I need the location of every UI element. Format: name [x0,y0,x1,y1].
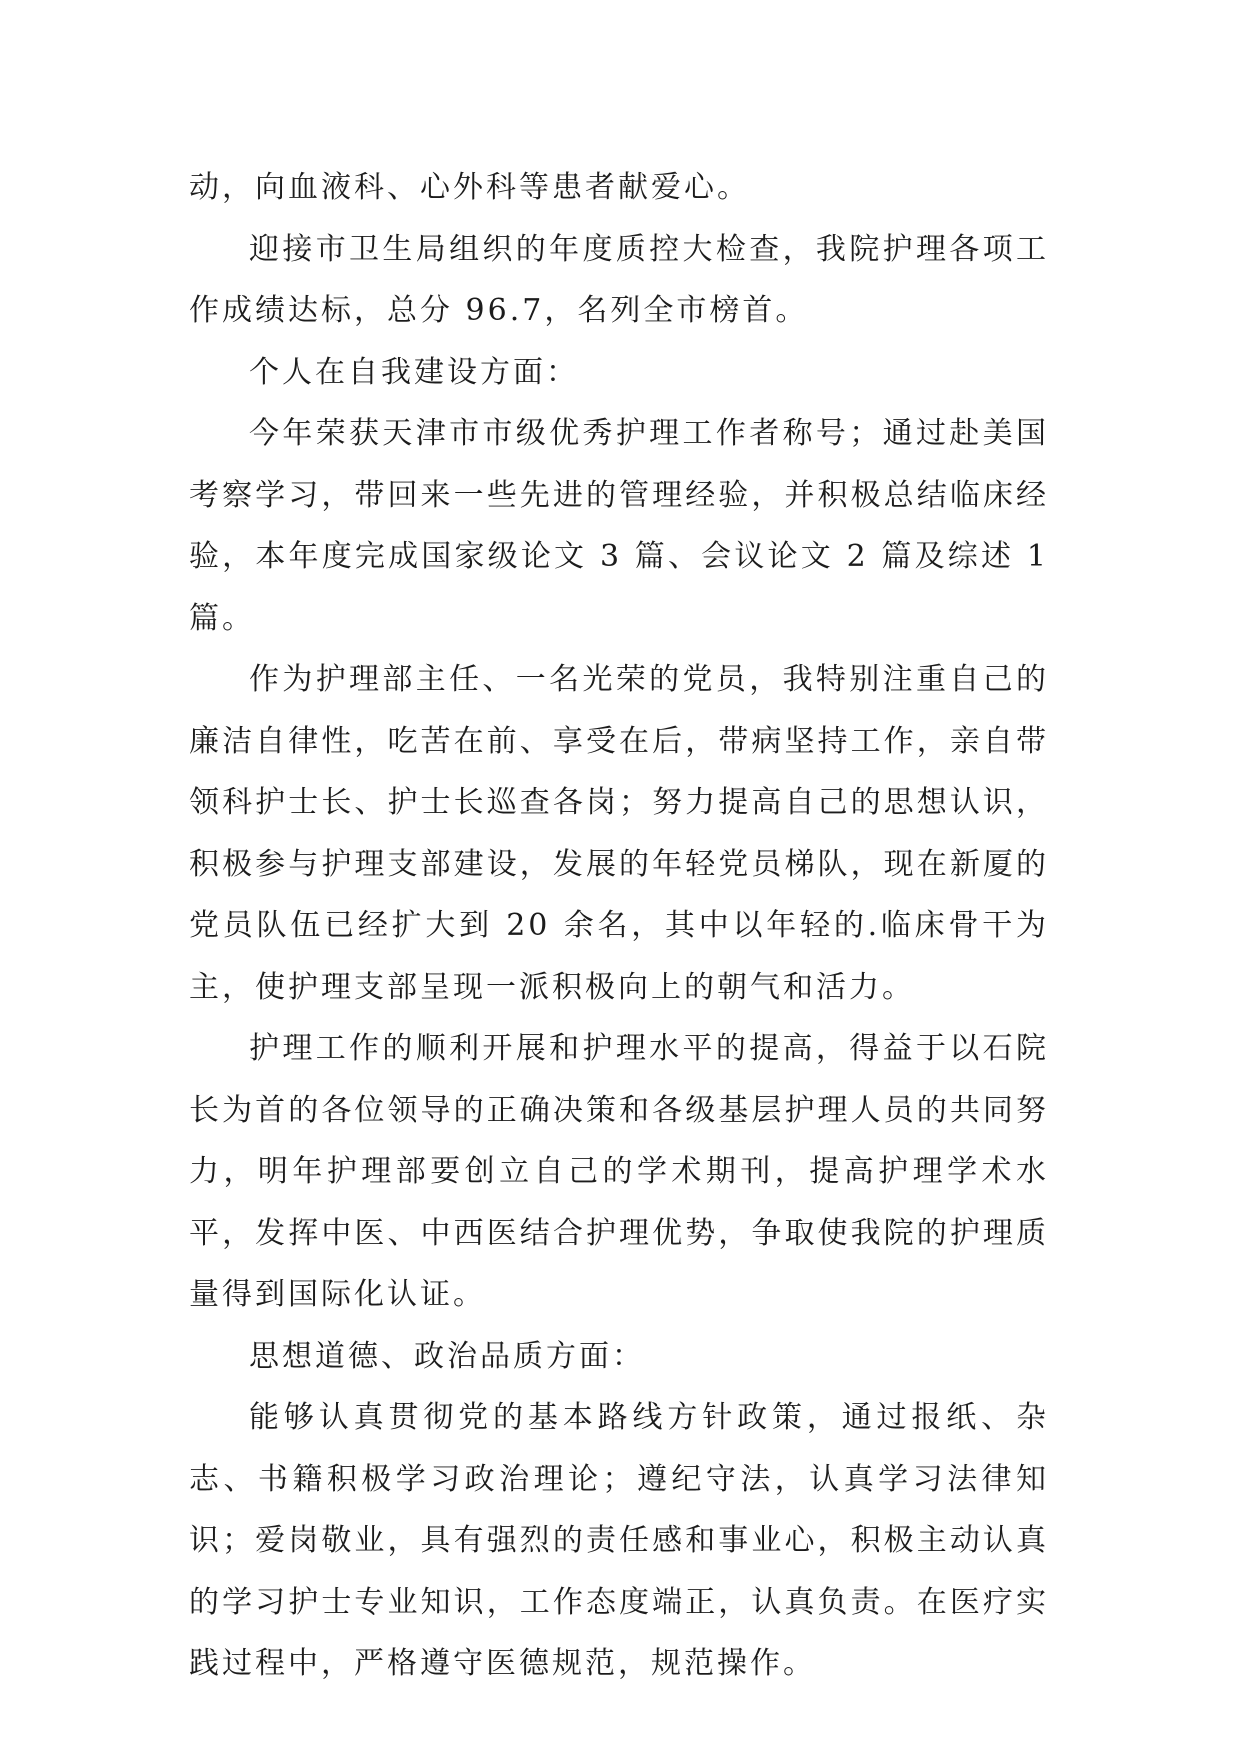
paragraph-ideology: 能够认真贯彻党的基本路线方针政策，通过报纸、杂志、书籍积极学习政治理论；遵纪守法，认真学习法律知识；爱岗敬业，具有强烈的责任感和事业心，积极主动认真的学习护士专业知识，工作态度端正，认真负责。在医疗实践过程中，严格遵守医德规范，规范操作。 [189,1400,1049,1681]
paragraph-quality-inspection: 迎接市卫生局组织的年度质控大检查，我院护理各项工作成绩达标，总分 96.7，名列全市榜首。 [189,231,1049,328]
paragraph-party-member: 作为护理部主任、一名光荣的党员，我特别注重自己的廉洁自律性，吃苦在前、享受在后，带病坚持工作，亲自带领科护士长、护士长巡查各岗；努力提高自己的思想认识，积极参与护理支部建设，发展的年轻党员梯队，现在新厦的党员队伍已经扩大到 20 余名，其中以年轻的.临床骨干为主，使护理支部呈现一派积极向上的朝气和活力。 [189,662,1049,1005]
document-body [189,157,1049,1695]
paragraph-continuation: 动，向血液科、心外科等患者献爱心。 [189,170,750,205]
paragraph-nursing-progress: 护理工作的顺利开展和护理水平的提高，得益于以石院长为首的各位领导的正确决策和各级基层护理人员的共同努力，明年护理部要创立自己的学术期刊，提高护理学术水平，发挥中医、中西医结合护理优势，争取使我院的护理质量得到国际化认证。 [189,1031,1049,1312]
section-heading-self-development: 个人在自我建设方面： [249,354,579,390]
paragraph-awards: 今年荣获天津市市级优秀护理工作者称号；通过赴美国考察学习，带回来一些先进的管理经验，并积极总结临床经验，本年度完成国家级论文 3 篇、会议论文 2 篇及综述 1 篇。 [189,416,1049,636]
section-heading-ideology: 思想道德、政治品质方面： [249,1338,645,1374]
